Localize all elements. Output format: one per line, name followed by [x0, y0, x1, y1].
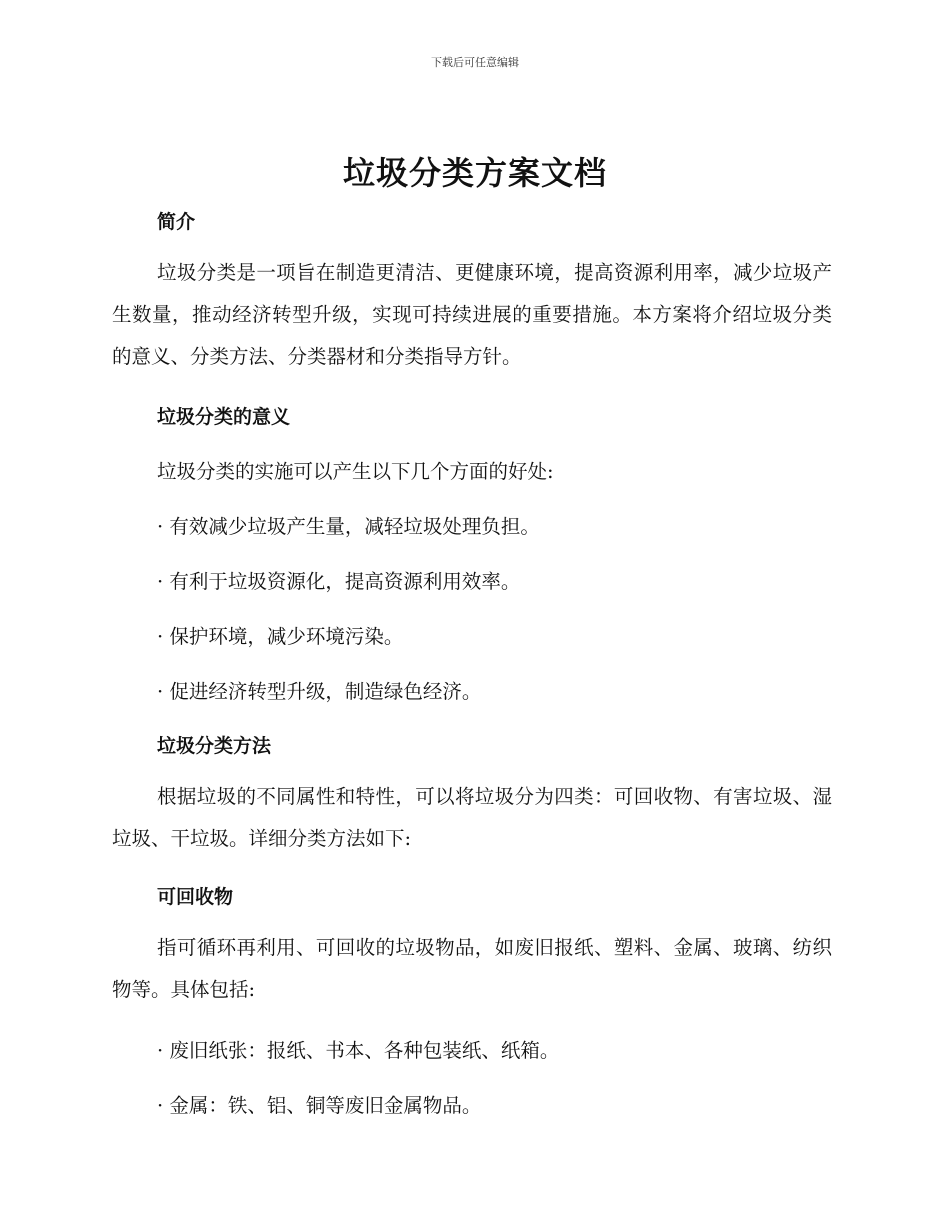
list-item: · 有效减少垃圾产生量，减轻垃圾处理负担。 [157, 515, 540, 538]
list-item: · 促进经济转型升级，制造绿色经济。 [157, 680, 482, 703]
list-item: · 金属：铁、铝、铜等废旧金属物品。 [157, 1094, 482, 1117]
list-item: · 保护环境，减少环境污染。 [157, 625, 404, 648]
paragraph-meaning-lead: 垃圾分类的实施可以产生以下几个方面的好处: [157, 460, 554, 483]
list-item: · 有利于垃圾资源化，提高资源利用效率。 [157, 570, 521, 593]
list-item: · 废旧纸张：报纸、书本、各种包装纸、纸箱。 [157, 1039, 560, 1062]
heading-method: 垃圾分类方法 [157, 735, 272, 757]
paragraph-intro: 垃圾分类是一项旨在制造更清洁、更健康环境，提高资源利用率，减少垃圾产生数量，推动经济转型升级，实现可持续进展的重要措施。本方案将介绍垃圾分类的意义、分类方法、分类器材和分类指导方针。 [112, 261, 832, 368]
document-title: 垃圾分类方案文档 [342, 154, 607, 192]
heading-recyclable: 可回收物 [157, 886, 234, 908]
header-note: 下载后可任意编辑 [431, 56, 519, 69]
heading-meaning: 垃圾分类的意义 [157, 406, 291, 428]
paragraph-recyclable: 指可循环再利用、可回收的垃圾物品，如废旧报纸、塑料、金属、玻璃、纺织物等。具体包括: [112, 936, 832, 1001]
paragraph-method: 根据垃圾的不同属性和特性，可以将垃圾分为四类：可回收物、有害垃圾、湿垃圾、干垃圾。详细分类方法如下: [112, 785, 832, 850]
heading-intro: 简介 [157, 211, 196, 233]
